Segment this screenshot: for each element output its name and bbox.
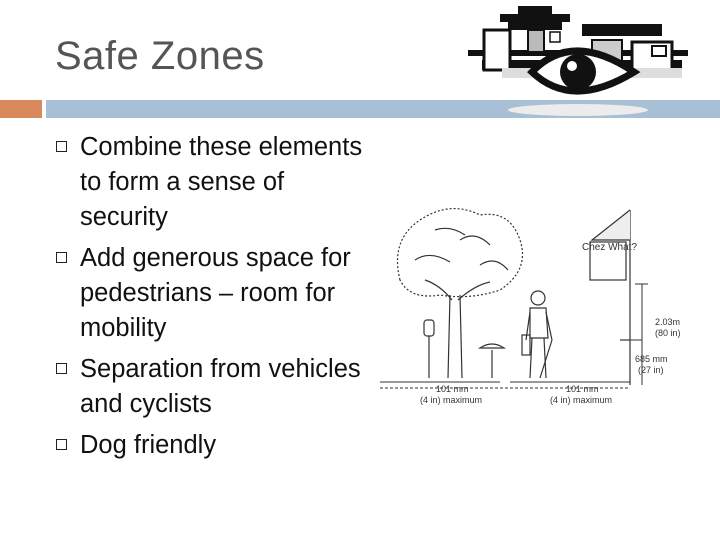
right-dim-label-in: (4 in) maximum [550, 395, 613, 405]
drinking-fountain-icon [480, 344, 504, 378]
pedestrian-icon [522, 291, 552, 378]
square-bullet-icon [56, 141, 67, 152]
sidewalk-clearance-illustration [380, 200, 712, 412]
bullet-item [55, 428, 365, 463]
height-label-in: (80 in) [655, 328, 681, 338]
square-bullet-icon [56, 439, 67, 450]
left-dim-label: 101 mm [436, 384, 469, 394]
square-bullet-icon [56, 252, 67, 263]
accent-bar [0, 100, 42, 118]
bullet-item [55, 130, 365, 235]
mid-label: 685 mm [635, 354, 668, 364]
sign-text: Chez What? [582, 242, 638, 253]
left-dim-label-in: (4 in) maximum [420, 395, 483, 405]
eye-over-buildings-icon [462, 2, 692, 118]
bullet-text: Combine these elements to form a sense of security [80, 133, 363, 231]
height-label: 2.03m [655, 317, 681, 327]
square-bullet-icon [56, 363, 67, 374]
building-wall-icon [590, 210, 630, 385]
bullet-text: Add generous space for pedestrians – room for mobility [80, 244, 351, 342]
slide-title: Safe Zones [55, 34, 265, 78]
bullet-text: Separation from vehicles and cyclists [80, 355, 361, 418]
bullet-text: Dog friendly [80, 431, 217, 459]
bullet-item [55, 241, 365, 346]
bullet-item [55, 352, 365, 422]
right-dim-label: 101 mm [566, 384, 599, 394]
mid-label-in: (27 in) [638, 365, 664, 375]
bullet-list [55, 130, 365, 469]
tree-icon [398, 209, 523, 378]
parking-meter-icon [424, 320, 434, 378]
